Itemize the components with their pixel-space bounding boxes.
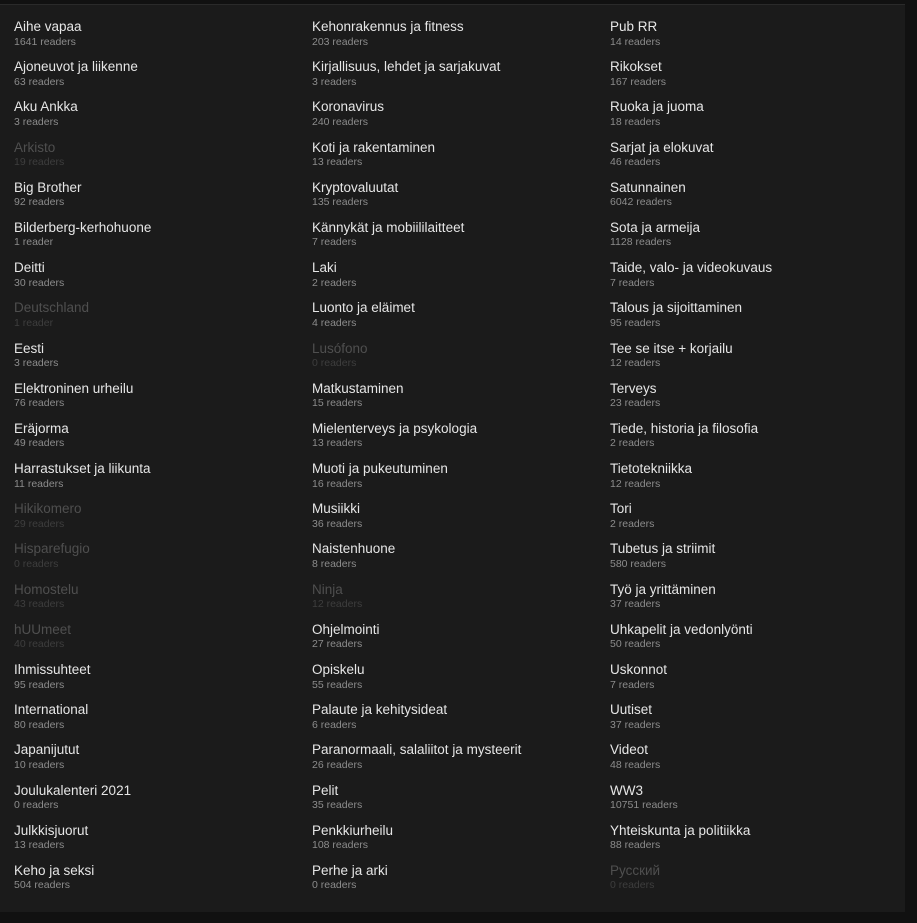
category-reader-count: 30 readers [14, 276, 65, 289]
category-reader-count: 203 readers [312, 35, 369, 48]
category-item[interactable] [14, 541, 312, 581]
category-reader-count: 0 readers [312, 879, 357, 892]
category-reader-count: 63 readers [14, 75, 65, 88]
category-item[interactable] [312, 541, 610, 581]
category-reader-count: 95 readers [610, 316, 661, 329]
category-name: Ajoneuvot ja liikenne [14, 59, 138, 75]
category-name: Elektroninen urheilu [14, 380, 134, 396]
category-item[interactable] [610, 300, 908, 340]
category-item[interactable] [312, 582, 610, 622]
category-reader-count: 13 readers [312, 156, 363, 169]
category-item[interactable] [312, 99, 610, 139]
category-name: Homostelu [14, 581, 79, 597]
category-name: Luonto ja eläimet [312, 300, 415, 316]
category-name: Uhkapelit ja vedonlyönti [610, 621, 753, 637]
category-reader-count: 6 readers [312, 718, 357, 731]
category-name: Musiikki [312, 501, 361, 517]
category-item[interactable] [312, 823, 610, 863]
category-reader-count: 14 readers [610, 35, 661, 48]
category-item[interactable] [610, 662, 908, 702]
category-reader-count: 580 readers [610, 557, 667, 570]
category-item[interactable] [610, 863, 908, 903]
category-reader-count: 0 readers [610, 879, 655, 892]
category-reader-count: 135 readers [312, 196, 369, 209]
category-item[interactable] [610, 501, 908, 541]
category-reader-count: 76 readers [14, 397, 65, 410]
category-list-panel [0, 4, 905, 912]
category-name: Tee se itse + korjailu [610, 340, 733, 356]
category-item[interactable] [610, 59, 908, 99]
category-item[interactable] [14, 823, 312, 863]
category-reader-count: 0 readers [14, 799, 59, 812]
category-name: Uskonnot [610, 662, 668, 677]
category-reader-count: 167 readers [610, 75, 667, 88]
category-reader-count: 8 readers [312, 557, 357, 570]
category-reader-count: 55 readers [312, 678, 363, 691]
category-item[interactable] [14, 783, 312, 823]
category-item[interactable] [14, 220, 312, 260]
category-name: Русский [610, 862, 661, 878]
category-item[interactable] [14, 421, 312, 461]
category-reader-count: 43 readers [14, 598, 65, 611]
category-name: Naistenhuone [312, 541, 396, 557]
category-name: Kännykät ja mobiililaitteet [312, 219, 465, 235]
category-name: Lusófono [312, 340, 368, 356]
category-name: Sarjat ja elokuvat [610, 139, 714, 155]
category-item[interactable] [14, 300, 312, 340]
category-name: Terveys [610, 380, 657, 396]
category-reader-count: 37 readers [610, 718, 661, 731]
category-item[interactable] [14, 582, 312, 622]
category-name: Ninja [312, 581, 343, 597]
category-item[interactable] [312, 742, 610, 782]
category-name: Paranormaali, salaliitot ja mysteerit [312, 742, 522, 758]
category-reader-count: 2 readers [312, 276, 357, 289]
category-reader-count: 13 readers [312, 437, 363, 450]
category-item[interactable] [14, 341, 312, 381]
category-name: Julkkisjuorut [14, 822, 89, 838]
category-name: Matkustaminen [312, 380, 404, 396]
category-item[interactable] [14, 260, 312, 300]
category-reader-count: 88 readers [610, 839, 661, 852]
category-name: Joulukalenteri 2021 [14, 782, 132, 798]
category-item[interactable] [610, 541, 908, 581]
category-name: Keho ja seksi [14, 862, 95, 878]
category-item[interactable] [14, 140, 312, 180]
category-name: Sota ja armeija [610, 219, 701, 235]
category-reader-count: 0 readers [14, 557, 59, 570]
category-name: Kirjallisuus, lehdet ja sarjakuvat [312, 59, 501, 75]
category-item[interactable] [312, 341, 610, 381]
category-name: Tubetus ja striimit [610, 541, 716, 557]
category-reader-count: 240 readers [312, 115, 369, 128]
category-reader-count: 504 readers [14, 879, 71, 892]
category-reader-count: 1641 readers [14, 35, 76, 48]
category-reader-count: 0 readers [312, 357, 357, 369]
category-reader-count: 26 readers [312, 758, 363, 771]
category-item[interactable] [610, 341, 908, 381]
category-name: Tori [610, 501, 632, 517]
category-item[interactable] [610, 783, 908, 823]
category-name: Pelit [312, 782, 339, 798]
category-name: Penkkiurheilu [312, 822, 394, 838]
category-name: Ruoka ja juoma [610, 99, 704, 115]
category-name: Deitti [14, 260, 45, 276]
category-item[interactable] [14, 381, 312, 421]
category-reader-count: 3 readers [312, 75, 357, 88]
category-item[interactable] [610, 461, 908, 501]
category-item[interactable] [14, 702, 312, 742]
category-reader-count: 27 readers [312, 638, 363, 651]
category-reader-count: 4 readers [312, 316, 357, 329]
category-reader-count: 40 readers [14, 638, 65, 651]
category-name: International [14, 702, 89, 718]
category-item[interactable] [610, 622, 908, 662]
category-reader-count: 11 readers [14, 477, 64, 490]
category-reader-count: 35 readers [312, 799, 363, 812]
category-item[interactable] [610, 180, 908, 220]
category-item[interactable] [610, 381, 908, 421]
category-name: Big Brother [14, 179, 82, 195]
category-item[interactable] [14, 59, 312, 99]
category-name: Rikokset [610, 59, 662, 75]
category-reader-count: 6042 readers [610, 196, 672, 209]
category-name: Laki [312, 260, 337, 276]
category-item[interactable] [14, 742, 312, 782]
category-reader-count: 46 readers [610, 156, 661, 169]
category-name: Ohjelmointi [312, 621, 380, 637]
category-name: Talous ja sijoittaminen [610, 300, 743, 316]
category-reader-count: 1 reader [14, 316, 54, 329]
category-item[interactable] [610, 19, 908, 59]
category-name: Kehonrakennus ja fitness [312, 19, 464, 34]
category-name: Pub RR [610, 19, 658, 34]
category-reader-count: 95 readers [14, 678, 65, 691]
category-name: Satunnainen [610, 179, 686, 195]
category-item[interactable] [610, 582, 908, 622]
category-name: Perhe ja arki [312, 862, 388, 878]
category-reader-count: 12 readers [610, 477, 661, 490]
category-name: Mielenterveys ja psykologia [312, 420, 478, 436]
category-reader-count: 10 readers [14, 758, 65, 771]
category-reader-count: 2 readers [610, 517, 655, 530]
category-name: Arkisto [14, 139, 56, 155]
category-name: hUUmeet [14, 621, 72, 637]
category-item[interactable] [610, 742, 908, 782]
category-reader-count: 37 readers [610, 598, 661, 611]
category-item[interactable] [610, 702, 908, 742]
category-reader-count: 50 readers [610, 638, 661, 651]
category-item[interactable] [312, 220, 610, 260]
category-reader-count: 2 readers [610, 437, 655, 450]
category-reader-count: 49 readers [14, 437, 65, 450]
category-item[interactable] [312, 783, 610, 823]
category-item[interactable] [610, 99, 908, 139]
category-item[interactable] [610, 220, 908, 260]
category-name: Yhteiskunta ja politiikka [610, 822, 751, 838]
category-item[interactable] [14, 99, 312, 139]
category-reader-count: 7 readers [610, 276, 655, 289]
category-name: Koronavirus [312, 99, 385, 115]
category-item[interactable] [312, 863, 610, 903]
category-name: Aihe vapaa [14, 19, 82, 34]
category-name: Taide, valo- ja videokuvaus [610, 260, 773, 276]
category-reader-count: 36 readers [312, 517, 363, 530]
category-name: Aku Ankka [14, 99, 78, 115]
category-name: Palaute ja kehitysideat [312, 702, 448, 718]
category-name: Harrastukset ja liikunta [14, 461, 151, 477]
category-name: Bilderberg-kerhohuone [14, 219, 152, 235]
category-name: Tiede, historia ja filosofia [610, 420, 759, 436]
category-item[interactable] [610, 140, 908, 180]
category-reader-count: 7 readers [610, 678, 655, 691]
category-reader-count: 7 readers [312, 236, 357, 249]
category-reader-count: 3 readers [14, 357, 59, 369]
category-item[interactable] [312, 702, 610, 742]
category-reader-count: 92 readers [14, 196, 65, 209]
category-item[interactable] [14, 622, 312, 662]
category-item[interactable] [610, 823, 908, 863]
category-item[interactable] [312, 180, 610, 220]
category-reader-count: 12 readers [312, 598, 363, 611]
category-reader-count: 12 readers [610, 357, 661, 369]
category-reader-count: 108 readers [312, 839, 369, 852]
category-item[interactable] [312, 381, 610, 421]
category-name: Hisparefugio [14, 541, 90, 557]
category-name: Videot [610, 742, 649, 758]
category-item[interactable] [312, 260, 610, 300]
category-item[interactable] [610, 421, 908, 461]
category-reader-count: 13 readers [14, 839, 65, 852]
category-item[interactable] [312, 140, 610, 180]
category-name: Työ ja yrittäminen [610, 581, 716, 597]
category-grid [14, 19, 908, 903]
category-item[interactable] [14, 863, 312, 903]
category-item[interactable] [312, 662, 610, 702]
category-reader-count: 18 readers [610, 115, 661, 128]
category-item[interactable] [312, 300, 610, 340]
category-name: Opiskelu [312, 662, 365, 677]
category-name: Ihmissuhteet [14, 662, 91, 677]
category-item[interactable] [312, 622, 610, 662]
category-name: Eesti [14, 340, 45, 356]
category-reader-count: 80 readers [14, 718, 65, 731]
category-reader-count: 10751 readers [610, 799, 678, 812]
category-item[interactable] [312, 59, 610, 99]
category-item[interactable] [312, 501, 610, 541]
category-name: Muoti ja pukeutuminen [312, 461, 448, 477]
category-item[interactable] [312, 421, 610, 461]
category-reader-count: 48 readers [610, 758, 661, 771]
category-name: Tietotekniikka [610, 461, 693, 477]
category-item[interactable] [312, 19, 610, 59]
category-item[interactable] [14, 19, 312, 59]
category-reader-count: 3 readers [14, 115, 59, 128]
category-item[interactable] [14, 501, 312, 541]
category-item[interactable] [14, 662, 312, 702]
category-name: Japanijutut [14, 742, 80, 758]
category-reader-count: 29 readers [14, 517, 65, 530]
category-name: Hikikomero [14, 501, 82, 517]
category-item[interactable] [14, 180, 312, 220]
category-reader-count: 23 readers [610, 397, 661, 410]
category-reader-count: 1128 readers [610, 236, 672, 249]
category-reader-count: 19 readers [14, 156, 65, 169]
category-item[interactable] [14, 461, 312, 501]
category-name: Koti ja rakentaminen [312, 139, 436, 155]
category-name: WW3 [610, 782, 643, 798]
category-name: Uutiset [610, 702, 653, 718]
category-reader-count: 15 readers [312, 397, 363, 410]
category-item[interactable] [610, 260, 908, 300]
category-name: Eräjorma [14, 420, 69, 436]
category-reader-count: 16 readers [312, 477, 363, 490]
category-name: Kryptovaluutat [312, 179, 399, 195]
category-item[interactable] [312, 461, 610, 501]
category-name: Deutschland [14, 300, 90, 316]
category-reader-count: 1 reader [14, 236, 54, 249]
